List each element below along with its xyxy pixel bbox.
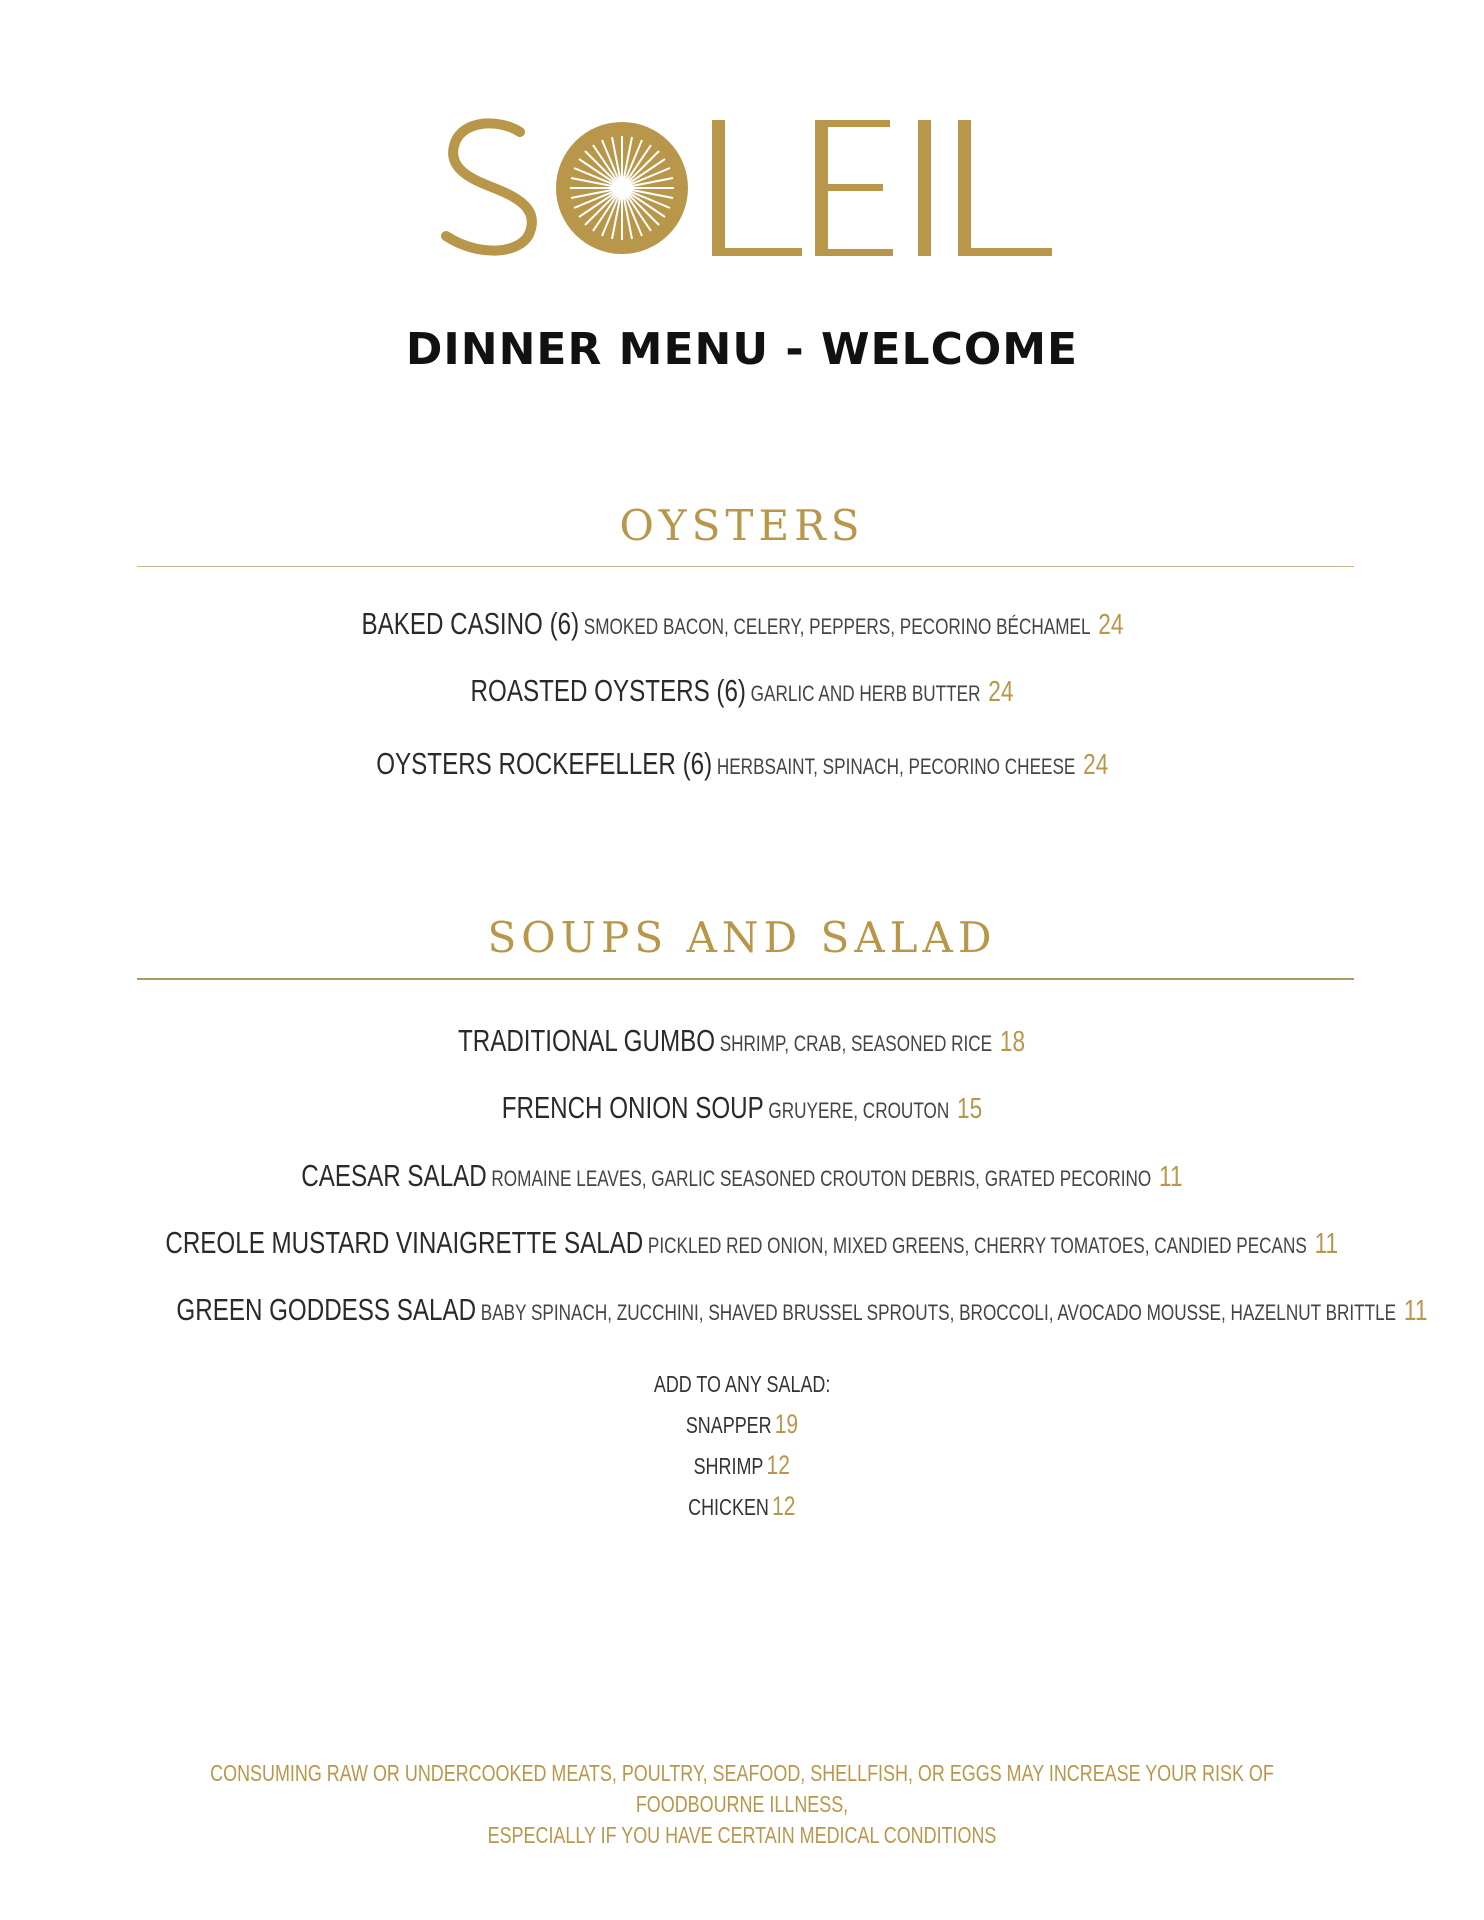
item-name: ROASTED OYSTERS (6) [470, 673, 746, 708]
menu-item [0, 744, 1484, 790]
item-name: TRADITIONAL GUMBO [458, 1023, 716, 1058]
salad-addons [0, 1366, 1484, 1529]
item-name: CREOLE MUSTARD VINAIGRETTE SALAD [165, 1225, 644, 1260]
item-description: ROMAINE LEAVES, GARLIC SEASONED CROUTON DEBRIS, GRATED PECORINO [491, 1166, 1152, 1191]
addon-price: 12 [772, 1491, 796, 1521]
soleil-logo [440, 118, 1055, 258]
item-price: 24 [1082, 749, 1109, 781]
item-description: SHRIMP, CRAB, SEASONED RICE [720, 1031, 993, 1056]
health-disclaimer [0, 1758, 1484, 1851]
item-price: 24 [988, 676, 1014, 708]
menu-item [0, 671, 1484, 717]
soleil-logo-graphic [440, 118, 1055, 258]
addon-name: SNAPPER [685, 1412, 772, 1438]
addon-price: 19 [774, 1409, 799, 1439]
menu-item [0, 604, 1484, 650]
item-description: GARLIC AND HERB BUTTER [750, 681, 981, 706]
item-name: CAESAR SALAD [301, 1158, 487, 1193]
item-description: GRUYERE, CROUTON [768, 1098, 950, 1123]
addon-name: CHICKEN [688, 1494, 770, 1520]
item-name: BAKED CASINO (6) [360, 606, 579, 641]
section-heading-oysters: OYSTERS [619, 501, 865, 550]
addons-title: ADD TO ANY SALAD: [653, 1371, 831, 1397]
item-price: 15 [957, 1093, 983, 1125]
item-description: SMOKED BACON, CELERY, PEPPERS, PECORINO BÉCHAMEL [583, 614, 1091, 639]
item-name: OYSTERS ROCKEFELLER (6) [375, 746, 712, 781]
menu-item [0, 1290, 1484, 1336]
disclaimer-line: CONSUMING RAW OR UNDERCOOKED MEATS, POULTRY, SEAFOOD, SHELLFISH, OR EGGS MAY INCREASE YOUR RISK OF FOODBOURNE ILLNESS, [210, 1760, 1274, 1817]
disclaimer-line: ESPECIALLY IF YOU HAVE CERTAIN MEDICAL CONDITIONS [487, 1822, 997, 1848]
addon-name: SHRIMP [693, 1453, 764, 1479]
item-price: 11 [1314, 1228, 1339, 1260]
item-name: GREEN GODDESS SALAD [176, 1292, 477, 1327]
menu-title: DINNER MENU - WELCOME [405, 324, 1079, 375]
section-divider [137, 566, 1354, 567]
item-price: 11 [1403, 1295, 1428, 1327]
addon-price: 12 [766, 1450, 791, 1480]
item-description: BABY SPINACH, ZUCCHINI, SHAVED BRUSSEL SPROUTS, BROCCOLI, AVOCADO MOUSSE, HAZELNUT BRITTLE [480, 1300, 1397, 1325]
item-price: 18 [1000, 1026, 1026, 1058]
section-heading-soups-and-salad: SOUPS AND SALAD [487, 913, 997, 962]
item-price: 24 [1097, 609, 1123, 641]
menu-item [0, 1156, 1484, 1202]
menu-item [0, 1088, 1484, 1134]
item-price: 11 [1159, 1161, 1183, 1193]
sun-icon [556, 122, 688, 254]
item-description: HERBSAINT, SPINACH, PECORINO CHEESE [716, 754, 1076, 779]
item-name: FRENCH ONION SOUP [501, 1090, 764, 1125]
menu-item [0, 1223, 1484, 1269]
section-divider [137, 978, 1354, 980]
menu-item [0, 1021, 1484, 1067]
item-description: PICKLED RED ONION, MIXED GREENS, CHERRY TOMATOES, CANDIED PECANS [647, 1233, 1307, 1258]
